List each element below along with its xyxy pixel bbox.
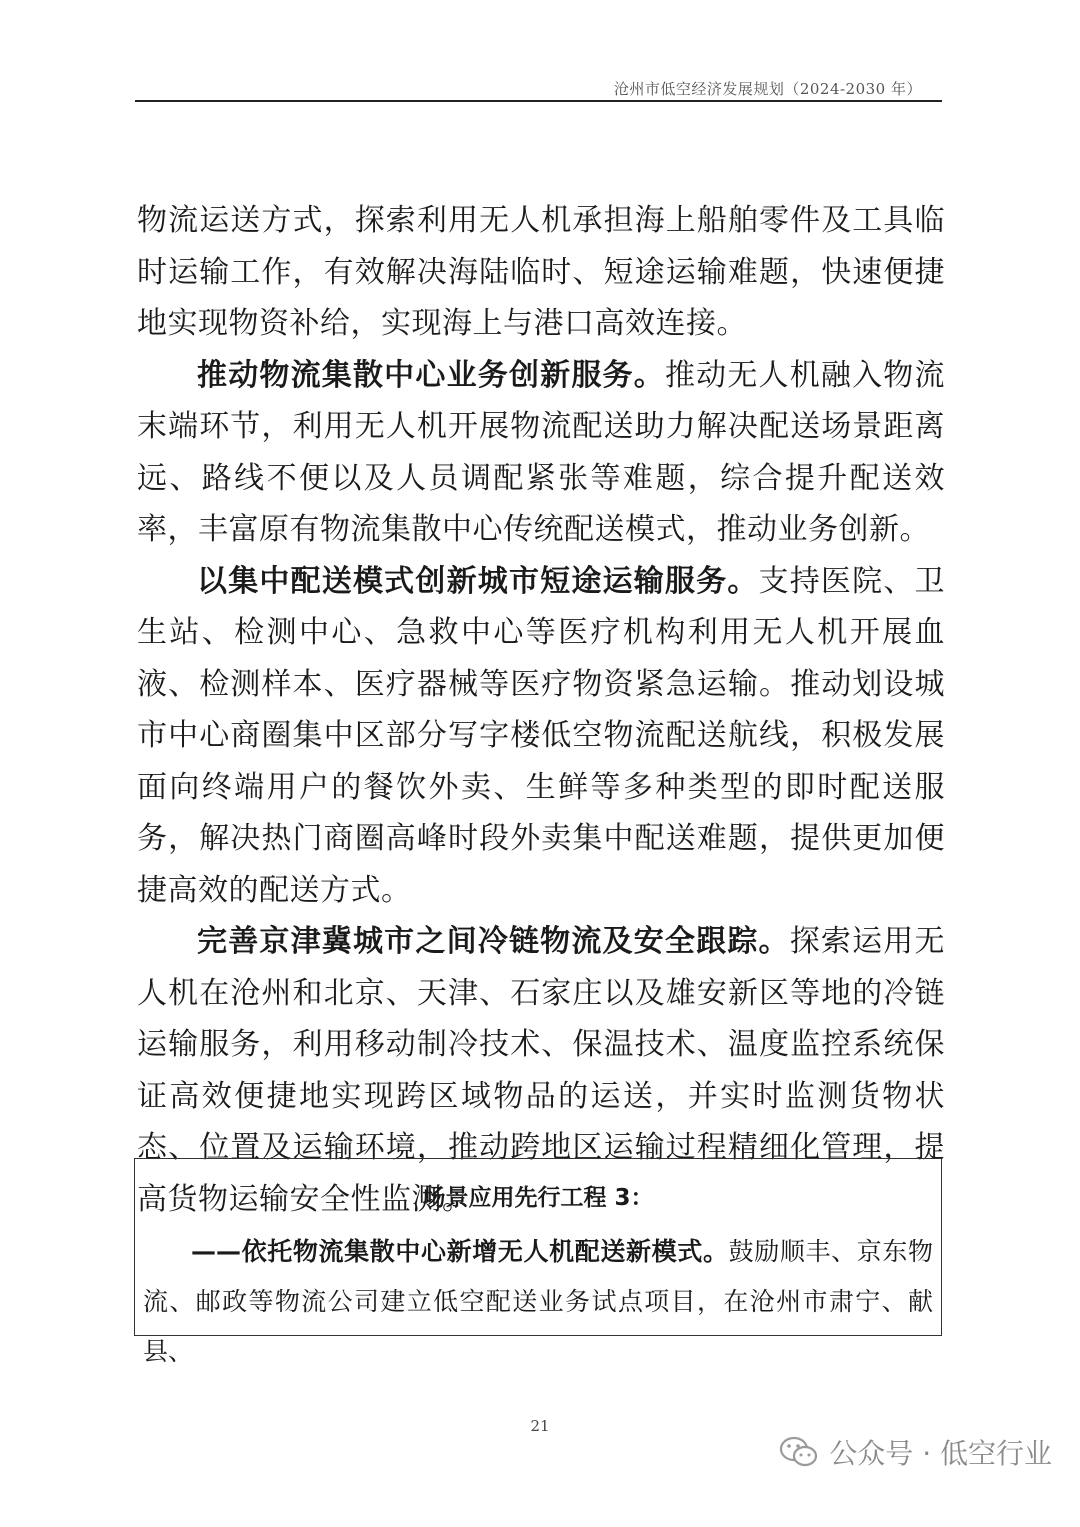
- paragraph-4-text: 探索运用无人机在沧州和北京、天津、石家庄以及雄安新区等地的冷链运输服务，利用移动制冷技术、保温技术、温度监控系统保证高效便捷地实现跨区域物品的运送，并实时监测货物状态、位置及运输环境，推动跨地区运输过程精细化管理，提高货物运输安全性监测。: [137, 924, 946, 1217]
- project-box-heading: ——依托物流集散中心新增无人机配送新模式。: [191, 1237, 729, 1266]
- project-box-text: [143, 1227, 933, 1377]
- wechat-icon: [779, 1435, 819, 1469]
- paragraph-3-text: 支持医院、卫生站、检测中心、急救中心等医疗机构利用无人机开展血液、检测样本、医疗器械等医疗物资紧急运输。推动划设城市中心商圈集中区部分写字楼低空物流配送航线，积极发展面向终端用户的餐饮外卖、生鲜等多种类型的即时配送服务，解决热门商圈高峰时段外卖集中配送难题，提供更加便捷高效的配送方式。: [137, 563, 946, 908]
- paragraph-2-heading: 推动物流集散中心业务创新服务。: [197, 357, 665, 393]
- paragraph-4-heading: 完善京津冀城市之间冷链物流及安全跟踪。: [197, 924, 790, 959]
- project-box: [134, 1158, 942, 1366]
- watermark: [779, 1432, 1052, 1472]
- header-rule: [135, 100, 942, 102]
- paragraph-1: [137, 195, 945, 350]
- paragraph-1-text: 物流运送方式，探索利用无人机承担海上船舶零件及工具临时运输工作，有效解决海陆临时、短途运输难题，快速便捷地实现物资补给，实现海上与港口高效连接。: [137, 203, 945, 341]
- paragraph-2-text: 推动无人机融入物流末端环节，利用无人机开展物流配送助力解决配送场景距离远、路线不便以及人员调配紧张等难题，综合提升配送效率，丰富原有物流集散中心传统配送模式，推动业务创新。: [137, 357, 946, 547]
- document-body: [137, 195, 945, 1225]
- page-number: 21: [530, 1417, 550, 1435]
- paragraph-2: [137, 350, 945, 556]
- watermark-text: 公众号 · 低空行业: [829, 1437, 1052, 1470]
- project-box-body: 鼓励顺丰、京东物流、邮政等物流公司建立低空配送业务试点项目，在沧州市肃宁、献县、: [143, 1237, 933, 1366]
- paragraph-3-heading: 以集中配送模式创新城市短途运输服务。: [197, 563, 759, 599]
- paragraph-3: [137, 556, 945, 917]
- header-title: 沧州市低空经济发展规划（2024-2030 年）: [613, 80, 922, 98]
- project-box-title: 场景应用先行工程 3：: [422, 1185, 654, 1211]
